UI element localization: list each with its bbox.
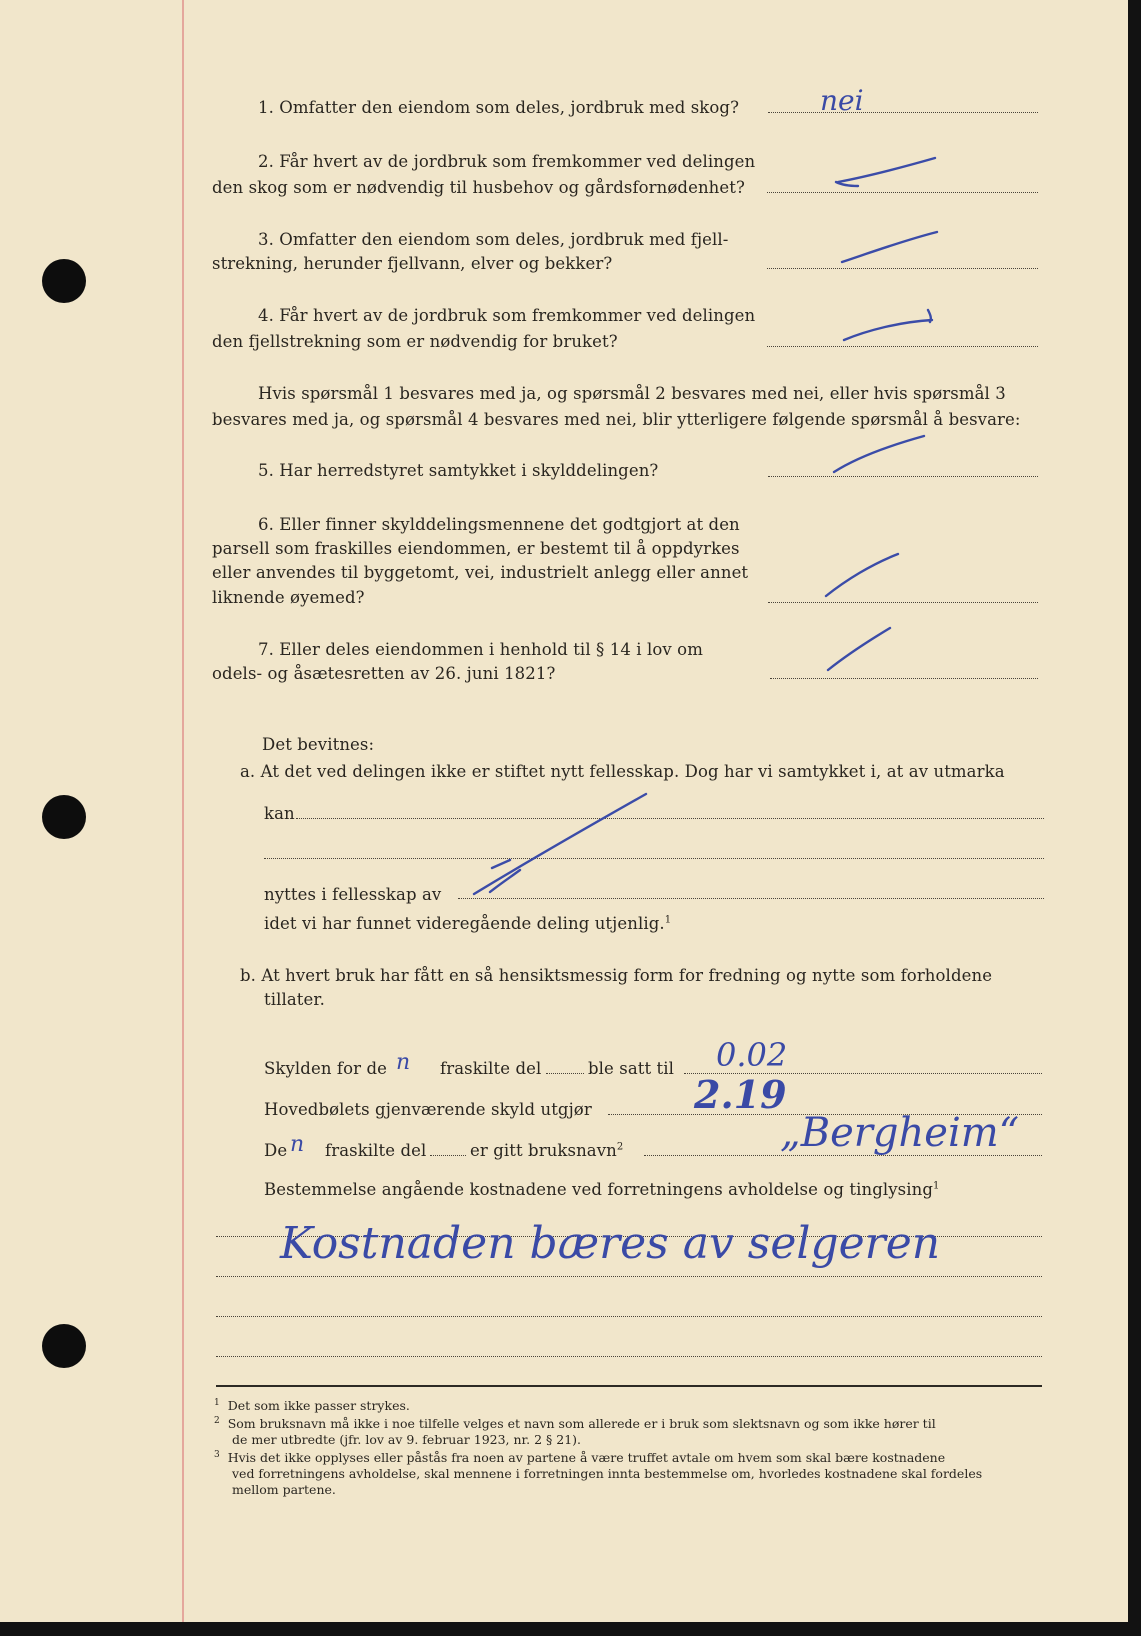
kost-line-2 (216, 1276, 1042, 1277)
question-6-line-4: liknende øyemed? (212, 588, 365, 607)
attest-line-kan (296, 818, 1044, 819)
stroke-answer-6 (826, 554, 898, 596)
attest-heading: Det bevitnes: (262, 735, 375, 754)
attest-line-blank (264, 858, 1044, 859)
attest-a-kan: kan (264, 804, 295, 823)
question-6-line-2: parsell som fraskilles eiendommen, er bestemt til å oppdyrkes (212, 539, 740, 558)
skyld-row-1-label-a: Skylden for de (264, 1059, 387, 1078)
skyld-row-1-handwritten-n: n (396, 1050, 411, 1075)
question-2-line-2: den skog som er nødvendig til husbehov og gårdsfornødenhet? (212, 178, 745, 197)
question-2-line-1: 2. Får hvert av de jordbruk som fremkommer ved delingen (258, 152, 756, 171)
kost-label: Bestemmelse angående kostnadene ved forretningens avholdelse og tinglysing$^1$ (264, 1180, 940, 1199)
punch-hole-top (42, 259, 86, 303)
attest-a-line-1: a. At det ved delingen ikke er stiftet nytt fellesskap. Dog har vi samtykket i, at av utmarka (240, 762, 1005, 781)
skyld-row-3-label-b: fraskilte del (325, 1141, 427, 1160)
footnote-2-line-1: $^2$ Som bruksnavn må ikke i noe tilfelle velges et navn som allerede er i bruk som slektsnavn og som ikke hører til (214, 1415, 936, 1431)
footnote-1: $^1$ Det som ikke passer strykes. (214, 1397, 410, 1413)
stroke-answer-3 (842, 232, 937, 262)
skyld-row-2-value: 2.19 (694, 1072, 787, 1117)
punch-hole-middle (42, 795, 86, 839)
stroke-attest-a (474, 794, 646, 894)
answer-line-7 (770, 678, 1038, 679)
kost-line-4 (216, 1356, 1042, 1357)
answer-1-handwritten: nei (820, 84, 864, 117)
skyld-row-1-label-b: fraskilte del (440, 1059, 542, 1078)
attest-b-line-1: b. At hvert bruk har fått en så hensiktsmessig form for fredning og nytte som forholdene (240, 966, 993, 985)
kost-line-3 (216, 1316, 1042, 1317)
answer-line-1 (768, 112, 1038, 113)
skyld-row-1-label-c: ble satt til (588, 1059, 675, 1078)
question-4-line-2: den fjellstrekning som er nødvendig for bruket? (212, 332, 618, 351)
question-7-line-1: 7. Eller deles eiendommen i henhold til § 14 i lov om (258, 640, 703, 659)
kost-value: Kostnaden bæres av selgeren (280, 1218, 941, 1269)
question-5: 5. Har herredstyret samtykket i skylddelingen? (258, 461, 659, 480)
footnote-3-line-2: ved forretningens avholdelse, skal mennene i forretningen innta bestemmelse om, hvorledes kostnadene skal fordeles (232, 1466, 983, 1481)
answer-line-5 (768, 476, 1038, 477)
question-6-line-1: 6. Eller finner skylddelingsmennene det godtgjort at den (258, 515, 740, 534)
footnote-3-line-3: mellom partene. (232, 1482, 336, 1497)
question-4-line-1: 4. Får hvert av de jordbruk som fremkommer ved delingen (258, 306, 756, 325)
skyld-row-2-label: Hovedbølets gjenværende skyld utgjør (264, 1100, 592, 1119)
skyld-row-3-value: „Bergheim“ (780, 1110, 1020, 1156)
skyld-row-1-dots-a (546, 1073, 584, 1074)
stroke-answer-5 (834, 436, 924, 472)
skyld-row-1-value: 0.02 (716, 1036, 788, 1074)
stroke-dotted-tick (492, 860, 510, 868)
question-1: 1. Omfatter den eiendom som deles, jordbruk med skog? (258, 98, 740, 117)
answer-line-6 (768, 602, 1038, 603)
skyld-row-3-handwritten-n: n (290, 1132, 305, 1157)
footnote-rule (216, 1385, 1042, 1387)
answer-line-3 (767, 268, 1038, 269)
attest-line-nyttes (458, 898, 1044, 899)
attest-a-idet: idet vi har funnet videregående deling utjenlig.$^1$ (264, 914, 672, 933)
stroke-answer-4 (844, 310, 932, 340)
answer-line-2 (767, 192, 1038, 193)
answer-line-4 (767, 346, 1038, 347)
skyld-row-3-label-c: er gitt bruksnavn$^2$ (470, 1141, 624, 1160)
footnote-3-line-1: $^3$ Hvis det ikke opplyses eller påstås fra noen av partene å være truffet avtale om hvem som skal bære kostnadene (214, 1449, 946, 1465)
stroke-answer-2 (836, 158, 935, 186)
skyld-row-3-dots-a (430, 1155, 466, 1156)
question-7-line-2: odels- og åsætesretten av 26. juni 1821? (212, 664, 556, 683)
condition-line-2: besvares med ja, og spørsmål 4 besvares med nei, blir ytterligere følgende spørsmål å besvare: (212, 410, 1021, 429)
stroke-answer-7 (828, 628, 890, 670)
condition-line-1: Hvis spørsmål 1 besvares med ja, og spørsmål 2 besvares med nei, eller hvis spørsmål 3 (258, 384, 1006, 403)
red-margin-line (182, 0, 184, 1622)
attest-a-nyttes: nyttes i fellesskap av (264, 885, 442, 904)
skyld-row-3-label-a: De (264, 1141, 288, 1160)
question-3-line-2: strekning, herunder fjellvann, elver og bekker? (212, 254, 613, 273)
question-3-line-1: 3. Omfatter den eiendom som deles, jordbruk med fjell- (258, 230, 729, 249)
attest-b-line-2: tillater. (264, 990, 325, 1009)
question-6-line-3: eller anvendes til byggetomt, vei, industrielt anlegg eller annet (212, 563, 749, 582)
punch-hole-bottom (42, 1324, 86, 1368)
footnote-2-line-2: de mer utbredte (jfr. lov av 9. februar 1923, nr. 2 § 21). (232, 1432, 582, 1447)
